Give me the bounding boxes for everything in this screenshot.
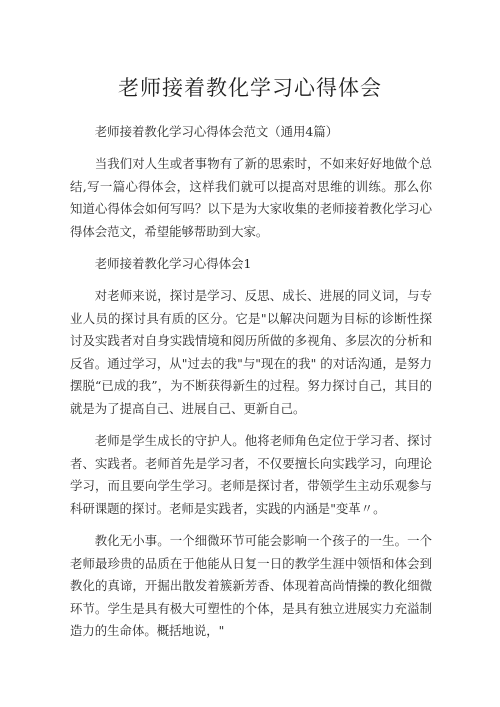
- body-paragraph: 对老师来说，探讨是学习、反思、成长、进展的同义词，与专业人员的探讨具有质的区分。它是"以解决问题为目标的诊断性探讨及实践者对自身实践情境和阅历所做的多视角、多层次的分析和反省。通过学习，从"过去的我"与"现在的我" 的对话沟通，是努力摆脱“已成的我”，为不断获得新生的过程。努力探讨自己，其目的就是为了提高自己、进展自己、更新自己。: [70, 288, 432, 417]
- body-paragraph: 教化无小事。一个细微环节可能会影响一个孩子的一生。一个老师最珍贵的品质在于他能从日复一日的教学生涯中领悟和体会到教化的真谛，开掘出散发着簇新芳香、体现着高尚情操的教化细微环节。学生是具有极大可塑性的个体，是具有独立进展实力充溢制造力的生命体。概括地说，": [70, 533, 432, 639]
- document-subtitle: 老师接着教化学习心得体会范文（通用4篇）: [94, 124, 339, 139]
- intro-paragraph: 当我们对人生或者事物有了新的思索时，不如来好好地做个总结,写一篇心得体会，这样我们就可以提高对思维的训练。那么你知道心得体会如何写吗？以下是为大家收集的老师接着教化学习心得体会范文，希望能够帮助到大家。: [70, 156, 432, 239]
- document-body: [70, 121, 432, 652]
- document-title: 老师接着教化学习心得体会: [118, 76, 382, 100]
- body-paragraph: 老师是学生成长的守护人。他将老师角色定位于学习者、探讨者、实践者。老师首先是学习者，不仅要擅长向实践学习，向理论学习，而且要向学生学习。老师是探讨者，带领学生主动乐观参与科研课题的探讨。老师是实践者，实践的内涵是"变革〃。: [70, 433, 432, 516]
- section-heading: 老师接着教化学习心得体会1: [94, 255, 252, 271]
